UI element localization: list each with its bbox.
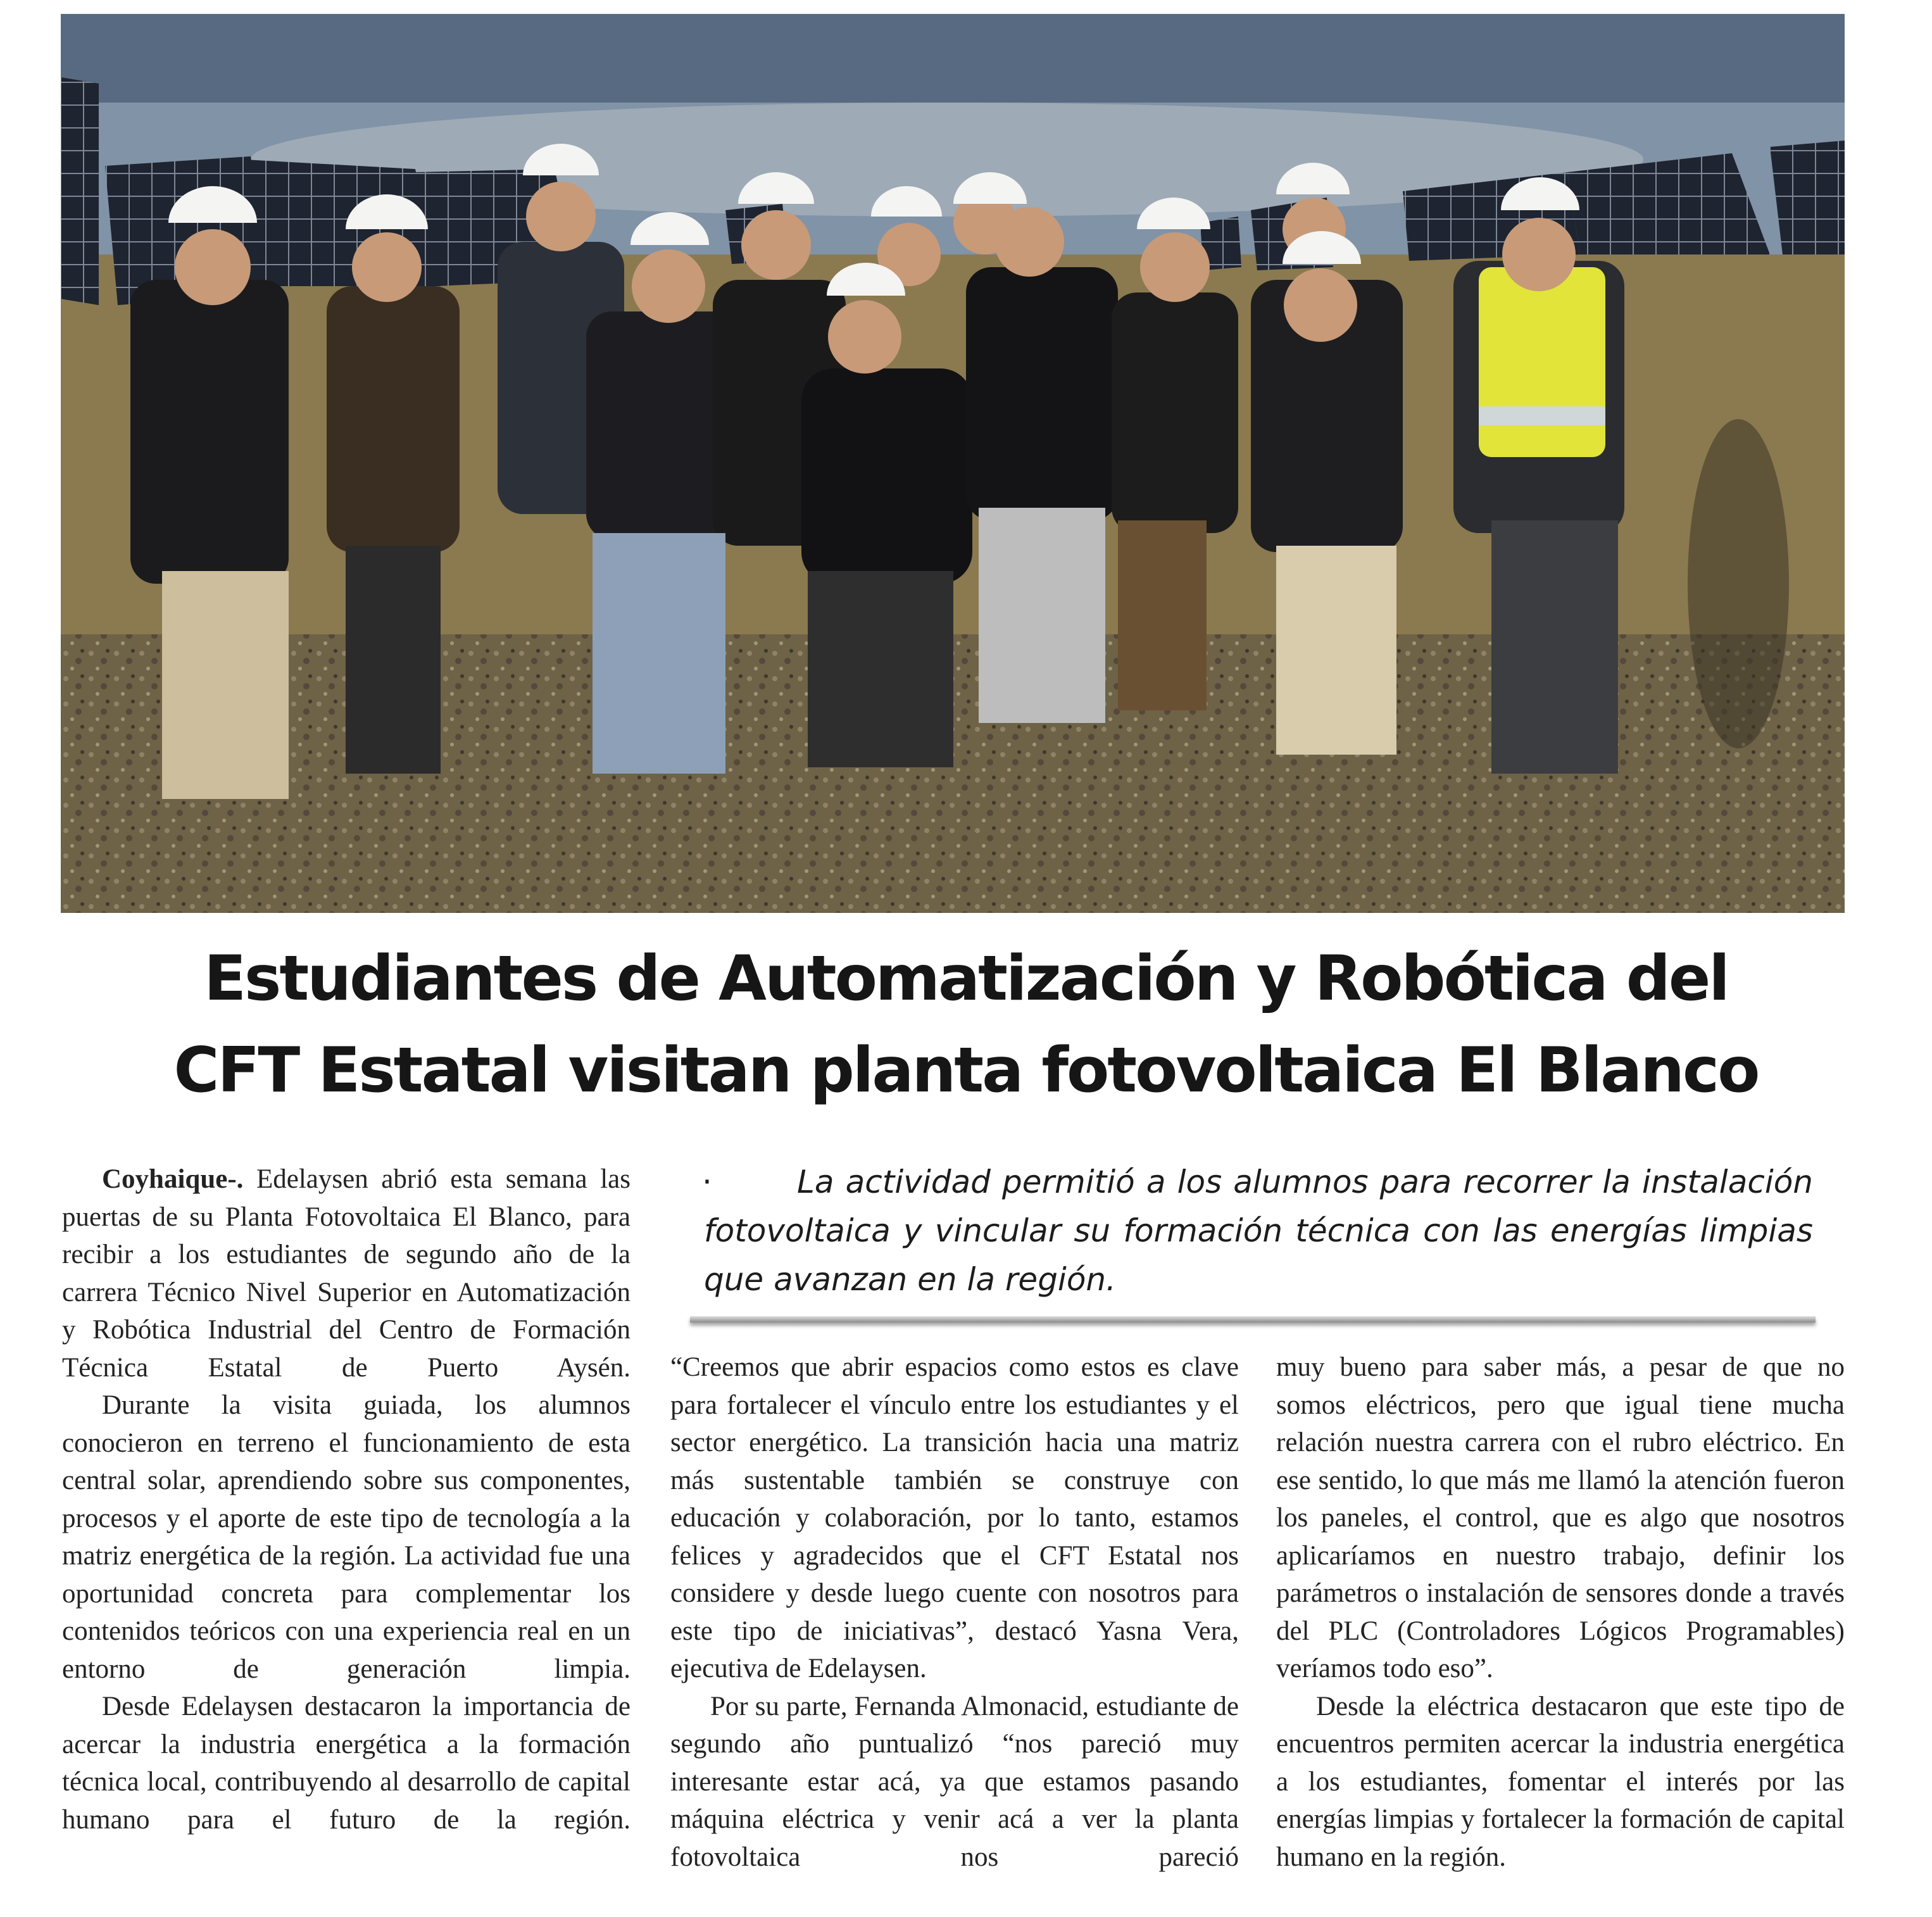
pull-quote-divider bbox=[690, 1316, 1816, 1323]
headline-line-2: CFT Estatal visitan planta fotovoltaica El Blanco bbox=[173, 1034, 1759, 1107]
paragraph-7: Desde la eléctrica destacaron que este tipo de encuentros permiten acercar la industria energética a los estudiantes, fomentar el interés por las energías limpias y fortalecer la formación de capital humano en la región. bbox=[1276, 1691, 1845, 1872]
article-column-2 bbox=[670, 1348, 1239, 1876]
paragraph-6: muy bueno para saber más, a pesar de que no somos eléctricos, pero que igual tiene mucha relación nuestra carrera con el rubro eléctrico. En ese sentido, lo que más me llamó la atención fueron los paneles, el control, que es algo que nosotros aplicaríamos en nuestro trabajo, definir los parámetros o instalación de sensores donde a través del PLC (Controladores Lógicos Programables) veríamos todo eso”. bbox=[1276, 1352, 1845, 1683]
paragraph-4: “Creemos que abrir espacios como estos es clave para fortalecer el vínculo entre los estudiantes y el sector energético. La transición hacia una matriz más sustentable también se construye con educación y colaboración, por lo tanto, estamos felices y agradecidos que el CFT Estatal nos considere y desde luego cuente con nosotros para este tipo de iniciativas”, destacó Yasna Vera, ejecutiva de Edelaysen. bbox=[670, 1352, 1239, 1683]
paragraph-2: Durante la visita guiada, los alumnos conocieron en terreno el funcionamiento de esta central solar, aprendiendo sobre sus componentes, procesos y el aporte de este tipo de tecnología a la matriz energética de la región. La actividad fue una oportunidad concreta para complementar los contenidos teóricos con una experiencia real en un entorno de generación limpia. bbox=[62, 1390, 630, 1684]
pull-quote-bullet: · bbox=[702, 1164, 712, 1200]
pull-quote bbox=[704, 1158, 1813, 1304]
article-column-3 bbox=[1276, 1348, 1845, 1876]
paragraph-3: Desde Edelaysen destacaron la importancia de acercar la industria energética a la formación técnica local, contribuyendo al desarrollo de capital humano para el futuro de la región. bbox=[62, 1692, 630, 1835]
paragraph-5: Por su parte, Fernanda Almonacid, estudiante de segundo año puntualizó “nos pareció muy interesante estar acá, ya que estamos pasando máquina eléctrica y venir acá a ver la planta fotovoltaica nos pareció bbox=[670, 1691, 1239, 1872]
pull-quote-text: La actividad permitió a los alumnos para recorrer la instalación fotovoltaica y vincular su formación técnica con las energías limpias que avanzan en la región. bbox=[704, 1164, 1813, 1298]
article-column-1 bbox=[62, 1160, 630, 1838]
safety-vest bbox=[1479, 267, 1605, 457]
article-photo bbox=[61, 14, 1845, 913]
dateline: Coyhaique-. bbox=[102, 1164, 244, 1194]
solar-plant-group-photo bbox=[61, 14, 1845, 913]
headline-line-1: Estudiantes de Automatización y Robótica del bbox=[204, 943, 1728, 1015]
paragraph-1-text: Edelaysen abrió esta semana las puertas de su Planta Fotovoltaica El Blanco, para recibir a los estudiantes de segundo año de la carrera Técnico Nivel Superior en Automatización y Robótica Industrial del Centro de Formación Técnica Estatal de Puerto Aysén. bbox=[62, 1164, 630, 1383]
paragraph-1 bbox=[62, 1160, 630, 1386]
